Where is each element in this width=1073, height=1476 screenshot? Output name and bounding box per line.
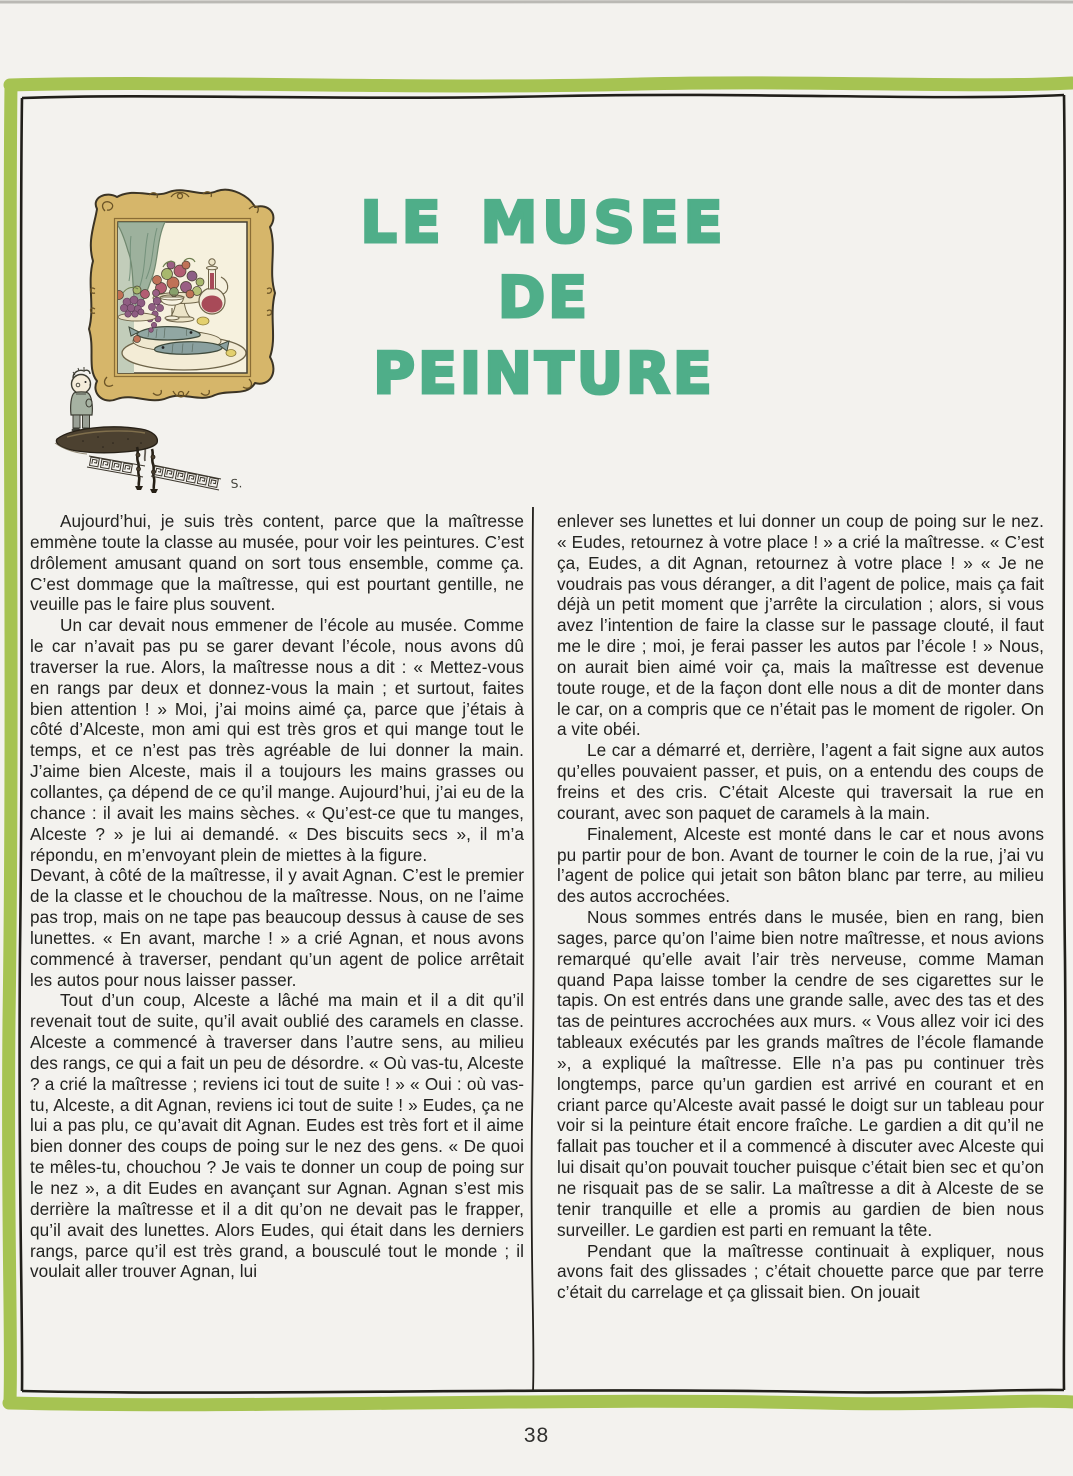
right-column [557,511,1044,1397]
paragraph: Aujourd’hui, je suis très content, parce que la maîtresse emmène toute la classe au musée, pour voir les peintures. C’est drôlement amusant quand on sort tous ensemble, comme ça. C’est dommage que la maîtresse, qui est pourtant gentille, ne veuille pas le faire plus souvent. [30,511,524,615]
boy-figure [71,367,93,432]
paragraph: Tout d’un coup, Alceste a lâché ma main et il a dit qu’il revenait tout de suite, qu’il avait oublié des caramels en classe. Alceste a commencé à traverser dans l’autre sens, au milieu des rangs, ce qui a fait un peu de désordre. « Où vas-tu, Alceste ? a crié la maîtresse ; reviens ici tout de suite ! » « Oui : où vas-tu, Alceste, a dit Agnan, reviens ici tout de suite ! » Eudes, ça ne lui a pas plu, ce qu’avait dit Agnan. Eudes est très fort et il aime bien donner des coups de poing sur le nez des gens. « De quoi te mêles-tu, chouchou ? Je vais te donner un coup de poing sur le nez », a dit Eudes en avançant sur Agnan. Agnan s’est mis derrière la maîtresse et il a dit qu’on ne devait pas le frapper, qu’il avait des lunettes. Alors Eudes, qui était dans les derniers rangs, parce qu’il est très grand, a bousculé tout le monde ; il voulait aller trouver Agnan, lui [30,990,524,1282]
left-column [30,511,524,1397]
artist-signature: S. [230,476,243,491]
paragraph: Pendant que la maîtresse continuait à expliquer, nous avons fait des glissades ; c’était chouette parce que par terre c’était du carrelage et ça glissait bien. On jouait [557,1240,1044,1303]
green-border-top [10,83,1072,86]
illustration [53,181,333,511]
still-life-painting [115,222,248,373]
story-title [316,186,772,412]
paragraph: Un car devait nous emmener de l’école au musée. Comme le car n’avait pas pu se garer devant l’école, nous avons dû traverser la rue. Alors, la maîtresse nous a dit : « Mettez-vous en rangs par deux et donnez-vous la main ; et surtout, faites bien attention ! » Moi, j’ai moins aimé ça, parce que j’étais à côté d’Alceste, mon ami qui est très gros et qui mange tout le temps, et ce n’est pas très agréable de lui donner la main. J’aime bien Alceste, mais il a toujours les mains grasses ou collantes, ça dépend de ce qu’il mange. Aujourd’hui, j’ai eu de la chance : il avait les mains sèches. « Qu’est-ce que tu manges, Alceste ? » je lui ai demandé. « Des biscuits secs », il m’a répondu, en m’envoyant plein de miettes à la figure. [30,615,524,865]
scan-edge-line [0,2,1073,3]
story-title-line2: DE PEINTURE [373,265,715,407]
page-number: 38 [523,1424,550,1447]
fruit-left [134,336,141,343]
black-border-top [22,95,1064,98]
story-title-line1: LE MUSEE [360,190,728,256]
black-border-left [20,98,23,1391]
lemon-right [226,350,236,357]
paragraph: Le car a démarré et, derrière, l’agent a fait signe aux autos qu’elles pouvaient passer, et puis, on a entendu des coups de freins et des cris. C’était Alceste qui traversait la rue en courant, avec son paquet de caramels à la main. [557,740,1044,823]
green-border-left [9,86,12,1400]
black-border-right [1064,95,1066,1390]
column-gap [524,511,557,1397]
green-border-bottom [9,1401,1073,1404]
paragraph: Devant, à côté de la maîtresse, il y avait Agnan. C’est le premier de la classe et le chouchou de la maîtresse. Nous, on ne l’aime pas trop, mais on ne tape pas beaucoup dessus à cause de ses lunettes. « En avant, marche ! » a crié Agnan, et nous avons commencé à traverser, pendant qu’un agent de police arrêtait les autos pour nous laisser passer. [30,865,524,990]
paragraph: Nous sommes entrés dans le musée, bien en rang, bien sages, parce qu’on l’aime bien notre maîtresse, et nous avions remarqué qu’elle avait l’air très nerveuse, comme Maman quand Papa laisse tomber la cendre de ses cigarettes sur le tapis. On est entrés dans une grande salle, avec des tas et des tas de peintures accrochées aux murs. « Vous allez voir ici des tableaux exécutés par les grands maîtres de l’école flamande », a expliqué la maîtresse. Elle n’a pas pu continuer très longtemps, parce qu’un gardien est arrivé en courant et en criant parce qu’Alceste avait passé le doigt sur un tableau pour voir si la peinture était encore fraîche. Le gardien a dit qu’il ne fallait pas toucher et il a commencé à discuter avec Alceste qui lui disait qu’on pouvait toucher puisque c’était bien sec et qu’on ne risquait pas de se salir. La maîtresse a dit à Alceste de se tenir tranquille et elle a promis au gardien de bien nous surveiller. Le gardien est parti en remuant la tête. [557,907,1044,1240]
paragraph: Finalement, Alceste est monté dans le car et nous avons pu partir pour de bon. Avant de tourner le coin de la rue, j’ai vu l’agent de police qui jetait son bâton blanc par terre, au milieu des autos accrochées. [557,823,1044,907]
text-columns [30,511,1044,1397]
paragraph: enlever ses lunettes et lui donner un coup de poing sur le nez. « Eudes, retournez à votre place ! » a crié la maîtresse. « C’est ça, Eudes, a dit Agnan, retournez à votre place ! » « Je ne voudrais pas vous déranger, a dit l’agent de police, mais ça fait déjà un petit moment que j’arrête la circulation ; alors, si vous avez l’intention de faire la classe sur le passage clouté, il faut me le dire ; moi, je ferai passer les autos par l’école ! » Nous, on aurait bien aimé voir ça, mais la maîtresse est devenue toute rouge, et de la façon dont elle nous a dit de monter dans le car, on a compris que ce n’était pas le moment de rigoler. On a vite obéi. [557,511,1044,740]
lemon [197,317,209,325]
